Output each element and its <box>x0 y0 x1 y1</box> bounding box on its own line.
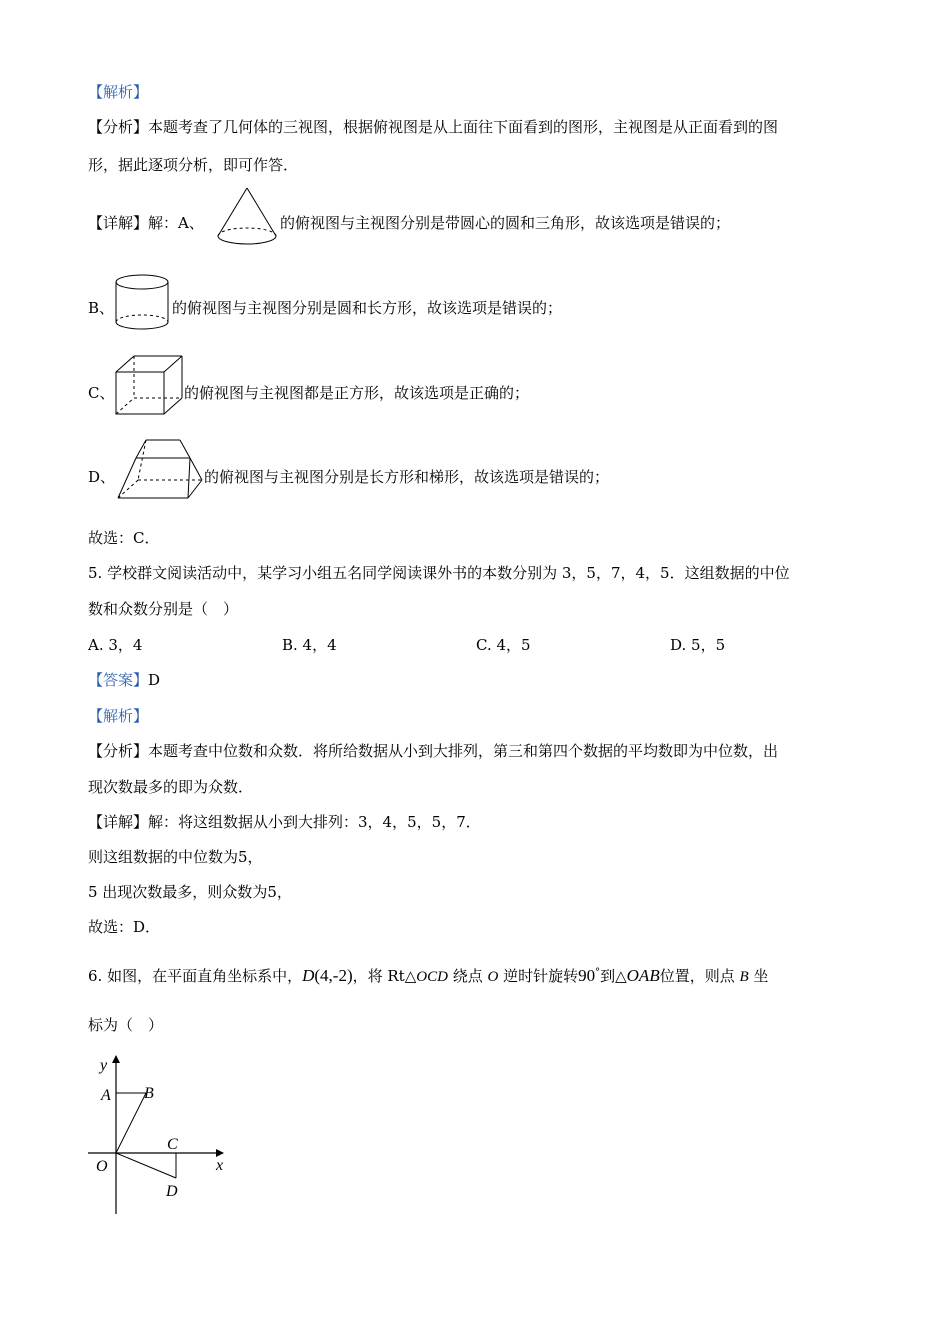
triangle-symbol-1: △ <box>404 967 417 985</box>
option-d-text: 的俯视图与主视图分别是长方形和梯形，故该选项是错误的； <box>204 468 610 486</box>
q5-jiexi-heading: 【解析】 <box>88 707 149 725</box>
q5-fenxi-line-2: 现次数最多的即为众数． <box>88 778 254 796</box>
q5-xiangjie-tag: 【详解】 <box>88 813 149 831</box>
q6-triangle-ocd: OCD <box>416 969 448 985</box>
q5-option-c: C. 4，5 <box>476 636 531 654</box>
conclusion-1: 故选：C． <box>88 529 160 547</box>
fenxi-text-1: 本题考查了几何体的三视图，根据俯视图是从上面往下面看到的图形，主视图是从正面看到的图 <box>148 118 779 136</box>
q5-xiangjie-text: 解：将这组数据从小到大排列：3，4，5，5，7． <box>148 813 481 831</box>
q6-angle: 90 <box>578 966 596 985</box>
q6-part-3: 绕点 <box>447 967 488 985</box>
option-c-text: 的俯视图与主视图都是正方形，故该选项是正确的； <box>184 384 530 402</box>
q5-fenxi-text-1: 本题考查中位数和众数．将所给数据从小到大排列，第三和第四个数据的平均数即为中位数，出 <box>148 742 779 760</box>
q5-option-b: B. 4，4 <box>282 636 337 654</box>
q5-fenxi-line-1 <box>88 741 778 761</box>
q5-answer-tag: 【答案】 <box>88 671 149 689</box>
coordinate-figure <box>80 1050 240 1218</box>
q5-option-a: A. 3，4 <box>88 636 143 654</box>
q6-point-o: O <box>487 969 499 985</box>
cube-figure <box>112 352 184 418</box>
fenxi-tag: 【分析】 <box>88 118 149 136</box>
option-b-text: 的俯视图与主视图分别是圆和长方形，故该选项是错误的； <box>172 299 563 317</box>
cone-figure <box>214 186 280 252</box>
q6-point-d: D <box>302 966 315 985</box>
q5-conclusion: 故选：D． <box>88 918 161 936</box>
q5-xiangjie-line <box>88 812 481 832</box>
q5-step-1: 则这组数据的中位数为5， <box>88 848 263 866</box>
q6-triangle-oab: OAB <box>626 966 660 985</box>
jiexi-heading: 【解析】 <box>88 83 149 101</box>
option-a-text: 的俯视图与主视图分别是带圆心的圆和三角形，故该选项是错误的； <box>280 214 731 232</box>
label-d: D <box>166 1183 178 1200</box>
label-b: B <box>144 1085 154 1102</box>
segment-od <box>116 1153 176 1178</box>
q6-part-2: ，将 Rt <box>352 967 405 985</box>
label-a: A <box>101 1087 111 1104</box>
q5-answer: D <box>148 671 161 689</box>
q6-part-4: 逆时针旋转 <box>498 967 579 985</box>
q5-stem-line-2: 数和众数分别是（ ） <box>88 600 239 618</box>
q6-part-7: 坐 <box>748 967 769 985</box>
segment-bo <box>116 1093 146 1153</box>
q5-fenxi-tag: 【分析】 <box>88 742 149 760</box>
q5-stem-line-1: 5. 学校群文阅读活动中，某学习小组五名同学阅读课外书的本数分别为 3，5，7，4，5．这组数据的中位 <box>88 564 790 582</box>
xiangjie-a-line <box>88 213 204 233</box>
label-x: x <box>216 1157 224 1174</box>
fenxi-line-1 <box>88 117 778 137</box>
q5-answer-line <box>88 670 160 690</box>
q5-step-2: 5 出现次数最多，则众数为5， <box>88 883 292 901</box>
option-b-prefix: B、 <box>88 299 115 317</box>
q6-point-b: B <box>739 969 749 985</box>
label-c: C <box>167 1136 178 1153</box>
q6-stem-line-1 <box>88 963 768 987</box>
q6-degree: ° <box>595 967 601 978</box>
q6-part-6: 位置，则点 <box>659 967 740 985</box>
xiangjie-prefix: 解：A、 <box>148 214 204 232</box>
xiangjie-tag: 【详解】 <box>88 214 149 232</box>
option-d-prefix: D、 <box>88 468 116 486</box>
label-o: O <box>96 1158 108 1175</box>
frustum-figure <box>114 436 204 502</box>
q5-option-d: D. 5，5 <box>670 636 726 654</box>
option-c-prefix: C、 <box>88 384 115 402</box>
cylinder-figure <box>112 270 172 334</box>
q6-part-5: 到 <box>600 967 616 985</box>
label-y: y <box>100 1057 108 1074</box>
q6-coords: (4,‐2) <box>314 966 353 985</box>
q6-part-1: 6. 如图，在平面直角坐标系中， <box>88 967 303 985</box>
q6-stem-line-2: 标为（ ） <box>88 1016 164 1034</box>
fenxi-line-2: 形，据此逐项分析，即可作答． <box>88 156 299 174</box>
triangle-symbol-2: △ <box>615 967 627 985</box>
